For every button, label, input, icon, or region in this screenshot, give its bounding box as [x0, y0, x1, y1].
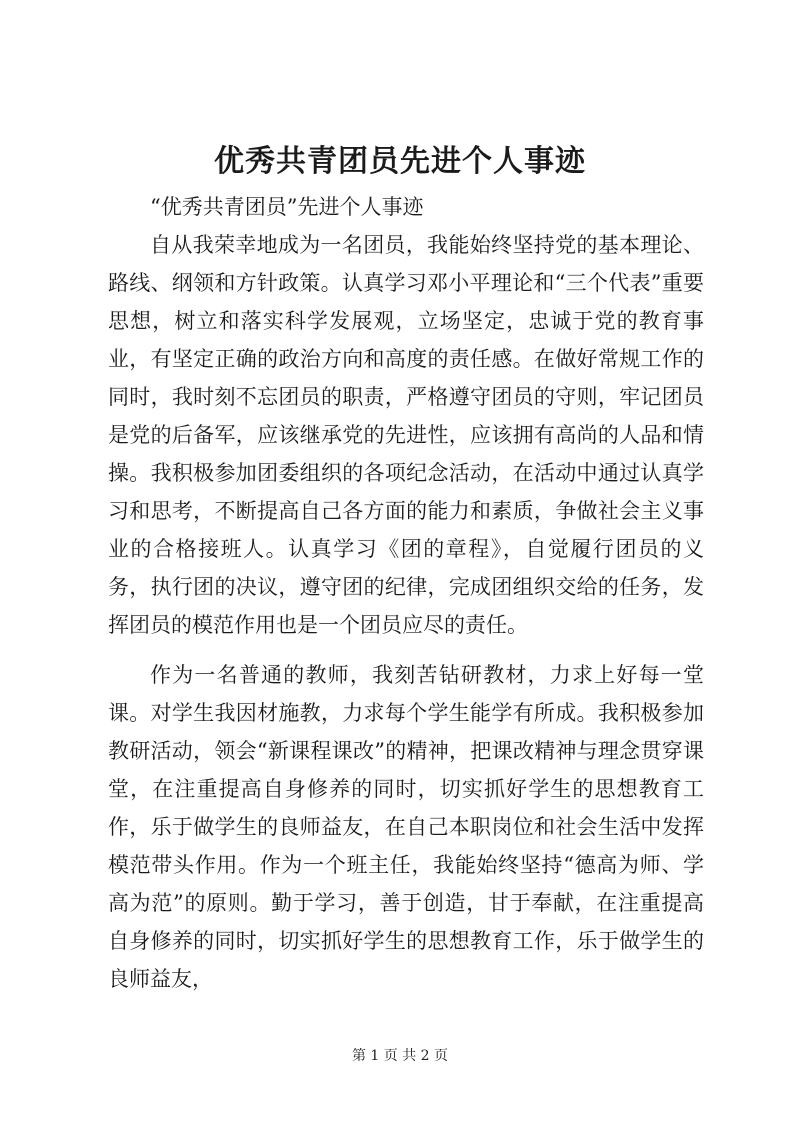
document-body — [108, 188, 704, 998]
paragraph-1: 自从我荣幸地成为一名团员，我能始终坚持党的基本理论、路线、纲领和方针政策。认真学习邓小平理论和“三个代表”重要思想，树立和落实科学发展观，立场坚定，忠诚于党的教育事业，有坚定正确的政治方向和高度的责任感。在做好常规工作的同时，我时刻不忘团员的职责，严格遵守团员的守则，牢记团员是党的后备军，应该继承党的先进性，应该拥有高尚的人品和情操。我积极参加团委组织的各项纪念活动，在活动中通过认真学习和思考，不断提高自己各方面的能力和素质，争做社会主义事业的合格接班人。认真学习《团的章程》，自觉履行团员的义务，执行团的决议，遵守团的纪律，完成团组织交给的任务，发挥团员的模范作用也是一个团员应尽的责任。 — [108, 233, 704, 637]
paragraph-2: 作为一名普通的教师，我刻苦钻研教材，力求上好每一堂课。对学生我因材施教，力求每个学生能学有所成。我积极参加教研活动，领会“新课程课改”的精神，把课改精神与理念贯穿课堂，在注重提高自身修养的同时，切实抓好学生的思想教育工作，乐于做学生的良师益友，在自己本职岗位和社会生活中发挥模范带头作用。作为一个班主任，我能始终坚持“德高为师、学高为范”的原则。勤于学习，善于创造，甘于奉献，在注重提高自身修养的同时，切实抓好学生的思想教育工作，乐于做学生的良师益友， — [108, 663, 704, 991]
document-subtitle: “优秀共青团员”先进个人事迹 — [150, 195, 424, 219]
page-number-footer: 第 1 页 共 2 页 — [351, 1048, 449, 1064]
document-title: 优秀共青团员先进个人事迹 — [214, 144, 586, 179]
